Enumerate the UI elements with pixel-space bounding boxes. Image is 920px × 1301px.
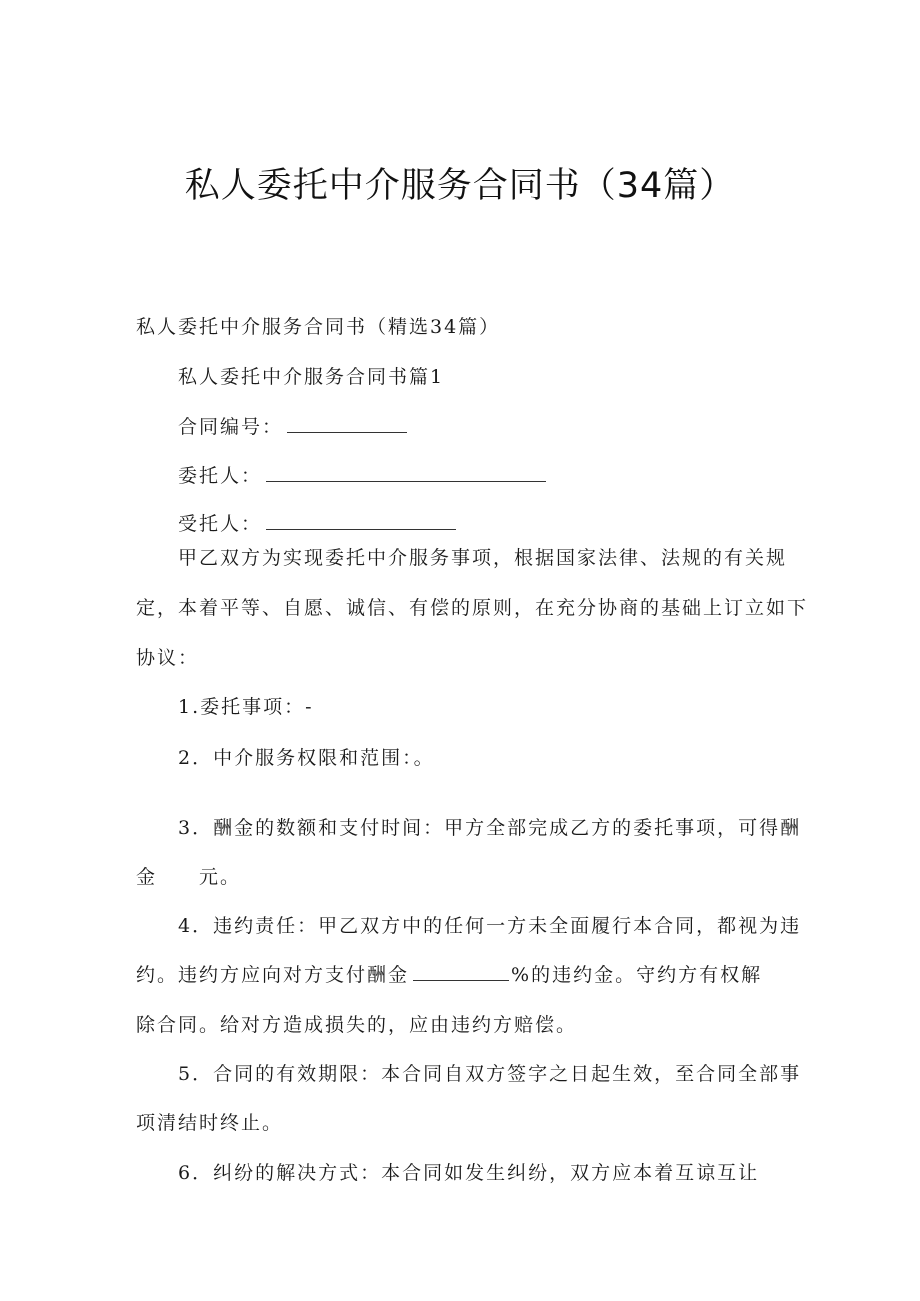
clause-5-line-1: 5．合同的有效期限：本合同自双方签字之日起生效，至合同全部事 [178, 1063, 802, 1085]
client-blank [266, 480, 546, 482]
agent-blank [266, 528, 456, 530]
clause-4-line-2 [136, 962, 762, 988]
client-label: 委托人： [178, 465, 263, 487]
clause-3-line-1: 3．酬金的数额和支付时间：甲方全部完成乙方的委托事项，可得酬 [178, 817, 802, 839]
client-field [178, 463, 546, 489]
agent-label: 受托人： [178, 513, 263, 535]
agent-field [178, 511, 456, 537]
clause-3-line-2: 金 元。 [136, 866, 242, 888]
document-title: 私人委托中介服务合同书（34篇） [184, 166, 736, 206]
clause-4-line-2-end: %的违约金。守约方有权解 [511, 964, 763, 986]
clause-2: 2．中介服务权限和范围：。 [178, 747, 435, 769]
preamble-line-1: 甲乙双方为实现委托中介服务事项，根据国家法律、法规的有关规 [178, 547, 788, 569]
clause-4-line-3: 除合同。给对方造成损失的，应由违约方赔偿。 [136, 1014, 578, 1036]
clause-4-line-2-start: 约。违约方应向对方支付酬金 [136, 964, 410, 986]
contract-number-field [178, 414, 407, 440]
contract-number-blank [287, 431, 407, 433]
clause-5-line-2: 项清结时终止。 [136, 1112, 284, 1134]
preamble-line-3: 协议： [136, 647, 200, 669]
section-heading: 私人委托中介服务合同书篇1 [178, 366, 445, 388]
clause-6-line-1: 6．纠纷的解决方式：本合同如发生纠纷，双方应本着互谅互让 [178, 1162, 760, 1184]
penalty-percent-blank [413, 979, 509, 981]
document-subtitle: 私人委托中介服务合同书（精选34篇） [136, 316, 501, 338]
contract-number-label: 合同编号： [178, 416, 284, 438]
clause-1: 1.委托事项：- [178, 696, 314, 718]
preamble-line-2: 定，本着平等、自愿、诚信、有偿的原则，在充分协商的基础上订立如下 [136, 597, 809, 619]
clause-4-line-1: 4．违约责任：甲乙双方中的任何一方未全面履行本合同，都视为违 [178, 915, 802, 937]
